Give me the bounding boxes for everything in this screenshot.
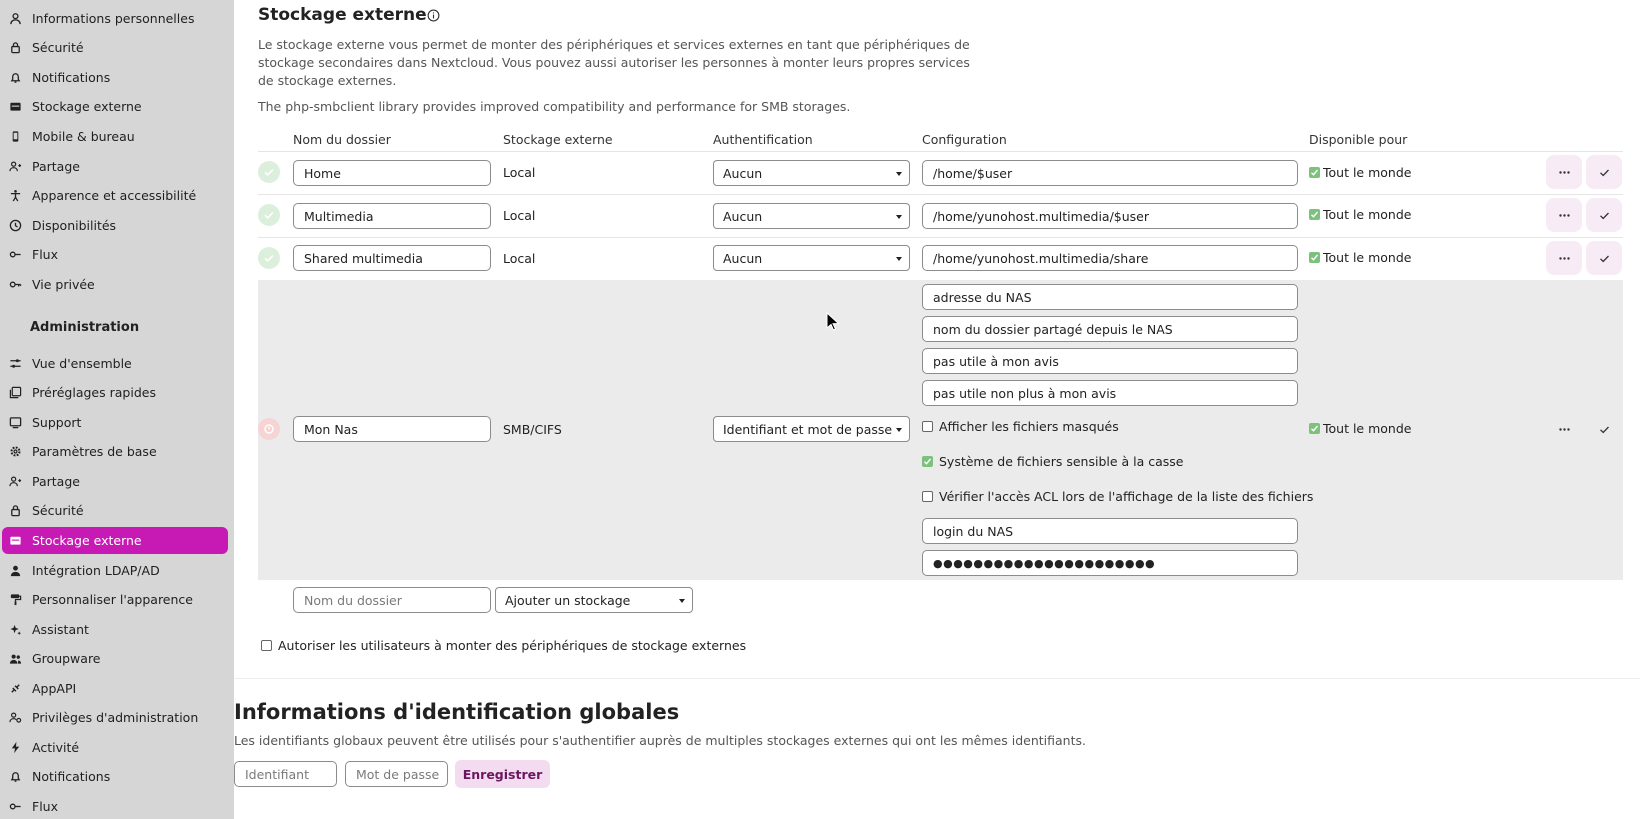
auth-select[interactable] xyxy=(713,416,910,442)
sidebar-item-label: Informations personnelles xyxy=(32,11,195,26)
bolt-icon xyxy=(8,741,22,755)
save-row-button[interactable] xyxy=(1586,241,1622,275)
sidebar-item-sharing[interactable] xyxy=(2,153,228,180)
support-icon xyxy=(8,416,22,430)
sidebar-item-mobile-desktop[interactable] xyxy=(2,123,228,150)
bell-icon xyxy=(8,770,22,784)
auth-select[interactable] xyxy=(713,245,910,271)
external-storage-icon xyxy=(8,100,22,114)
sidebar-item-label: Partage xyxy=(32,474,80,489)
sidebar-item-label: Intégration LDAP/AD xyxy=(32,563,160,578)
column-header-folder: Nom du dossier xyxy=(293,132,391,147)
sidebar-item-personal-info[interactable] xyxy=(2,5,228,32)
sidebar-item-label: Assistant xyxy=(32,622,89,637)
sidebar-item-label: Support xyxy=(32,415,82,430)
sidebar-item-activity[interactable] xyxy=(2,241,228,268)
sidebar-item-notifications[interactable] xyxy=(2,64,228,91)
available-for-label: Tout le monde xyxy=(1323,421,1412,436)
available-for-label: Tout le monde xyxy=(1323,165,1412,180)
phone-icon xyxy=(8,130,22,144)
save-row-button[interactable] xyxy=(1586,412,1622,446)
sidebar-item-label: Privilèges d'administration xyxy=(32,710,199,725)
sidebar-item-appearance[interactable] xyxy=(2,182,228,209)
lock-icon xyxy=(8,41,22,55)
backend-label: Local xyxy=(503,251,536,266)
case-sensitive-label: Système de fichiers sensible à la casse xyxy=(939,454,1184,469)
overview-icon xyxy=(8,357,22,371)
clock-icon xyxy=(8,219,22,233)
sidebar-item-theming[interactable] xyxy=(2,586,228,613)
sidebar-item-label: Vue d'ensemble xyxy=(32,356,132,371)
available-for[interactable] xyxy=(1309,207,1411,222)
save-credentials-button[interactable]: Enregistrer xyxy=(455,760,550,788)
global-credentials-title: Informations d'identification globales xyxy=(234,700,680,724)
config-datadir-input[interactable]: /home/yunohost.multimedia/$user xyxy=(922,203,1298,229)
check-icon xyxy=(1598,423,1611,436)
sidebar-item-admin-security[interactable] xyxy=(2,497,228,524)
case-sensitive-checkbox[interactable] xyxy=(922,454,1184,469)
sidebar-item-label: Flux xyxy=(32,799,58,814)
folder-name-input[interactable]: Home xyxy=(293,160,491,186)
admin-section-heading: Administration xyxy=(30,320,140,335)
sparkle-icon xyxy=(8,623,22,637)
sidebar-item-label: Préréglages rapides xyxy=(32,385,156,400)
more-icon xyxy=(1558,166,1571,179)
sidebar-item-label: Notifications xyxy=(32,769,111,784)
global-login-input[interactable]: Identifiant xyxy=(234,761,337,787)
save-row-button[interactable] xyxy=(1586,155,1622,189)
lock-icon xyxy=(8,504,22,518)
sidebar-item-admin-notifications[interactable] xyxy=(2,763,228,790)
config-datadir-input[interactable]: /home/$user xyxy=(922,160,1298,186)
row-divider xyxy=(258,194,1623,195)
caret-down-icon xyxy=(896,257,902,261)
column-header-auth: Authentification xyxy=(713,132,813,147)
sidebar-item-appapi[interactable] xyxy=(2,675,228,702)
caret-down-icon xyxy=(679,599,685,603)
more-actions-button[interactable] xyxy=(1546,241,1582,275)
auth-select-value: Aucun xyxy=(723,250,763,266)
sidebar-item-label: Personnaliser l'apparence xyxy=(32,592,193,607)
available-for[interactable] xyxy=(1309,165,1411,180)
caret-down-icon xyxy=(896,172,902,176)
available-for[interactable] xyxy=(1309,250,1411,265)
available-for-label: Tout le monde xyxy=(1323,207,1412,222)
checkbox-checked-icon xyxy=(922,456,933,467)
sidebar-item-label: Stockage externe xyxy=(32,99,142,114)
sidebar-item-label: Sécurité xyxy=(32,40,84,55)
activity-icon xyxy=(8,248,22,262)
available-for[interactable] xyxy=(1309,421,1411,436)
smb-password-input[interactable]: ●●●●●●●●●●●●●●●●●●●●●● xyxy=(922,550,1298,576)
sidebar-item-quick-presets[interactable] xyxy=(2,379,228,406)
caret-down-icon xyxy=(896,428,902,432)
allow-user-mounting-label: Autoriser les utilisateurs à monter des périphériques de stockage externes xyxy=(278,638,747,653)
storage-description: Le stockage externe vous permet de monter des périphériques et services externes en tant que périphériques de stockage secondaires dans Nextcloud. Vous pouvez aussi autoriser les personnes à monter leurs propres services de stockage externes. xyxy=(258,37,970,88)
sidebar-item-label: Apparence et accessibilité xyxy=(32,188,197,203)
checkbox-unchecked-icon xyxy=(922,491,933,502)
sidebar-item-ldap[interactable] xyxy=(2,557,228,584)
settings-sidebar xyxy=(0,0,234,819)
column-header-available: Disponible pour xyxy=(1309,132,1408,147)
auth-select-value: Aucun xyxy=(723,208,763,224)
row-divider xyxy=(258,151,1623,152)
auth-select-value: Identifiant et mot de passe xyxy=(723,421,893,437)
column-header-backend: Stockage externe xyxy=(503,132,613,147)
smb-host-input[interactable]: adresse du NAS xyxy=(922,284,1298,310)
smb-library-note: The php-smbclient library provides improved compatibility and performance for SMB storages. xyxy=(258,99,851,114)
auth-select[interactable] xyxy=(713,160,910,186)
sidebar-item-label: Partage xyxy=(32,159,80,174)
sidebar-item-label: Activité xyxy=(32,740,80,755)
page-title: Stockage externe xyxy=(258,5,427,25)
sidebar-item-label: Groupware xyxy=(32,651,101,666)
checkbox-unchecked-icon xyxy=(922,421,933,432)
sidebar-item-admin-activity[interactable] xyxy=(2,734,228,761)
checkbox-checked-icon xyxy=(1309,423,1320,434)
user-icon xyxy=(8,564,22,578)
more-actions-button[interactable] xyxy=(1546,155,1582,189)
sidebar-item-admin-sharing[interactable] xyxy=(2,468,228,495)
status-ok-indicator xyxy=(258,247,280,269)
sidebar-item-basic-settings[interactable] xyxy=(2,438,228,465)
available-for-label: Tout le monde xyxy=(1323,250,1412,265)
allow-user-mounting-checkbox[interactable] xyxy=(261,638,746,653)
check-icon xyxy=(263,166,275,178)
sidebar-item-availability[interactable] xyxy=(2,212,228,239)
add-storage-label: Ajouter un stockage xyxy=(505,592,631,608)
user-icon xyxy=(8,12,22,26)
folder-name-input[interactable]: Multimedia xyxy=(293,203,491,229)
row-divider xyxy=(258,237,1623,238)
more-icon xyxy=(1558,209,1571,222)
activity-icon xyxy=(8,800,22,814)
admin-icon xyxy=(8,711,22,725)
status-ok-indicator xyxy=(258,204,280,226)
brush-icon xyxy=(8,593,22,607)
global-credentials-description: Les identifiants globaux peuvent être utilisés pour s'authentifier auprès de multiples stockages externes qui ont les mêmes identifiants. xyxy=(234,733,1086,748)
share-icon xyxy=(8,475,22,489)
save-row-button[interactable] xyxy=(1586,198,1622,232)
group-icon xyxy=(8,652,22,666)
auth-select[interactable] xyxy=(713,203,910,229)
bell-icon xyxy=(8,71,22,85)
sidebar-item-label: Notifications xyxy=(32,70,111,85)
sidebar-item-groupware[interactable] xyxy=(2,645,228,672)
show-hidden-checkbox[interactable] xyxy=(922,419,1119,434)
folder-name-input[interactable]: Mon Nas xyxy=(293,416,491,442)
status-ok-indicator xyxy=(258,161,280,183)
section-divider xyxy=(234,678,1640,679)
config-datadir-input[interactable]: /home/yunohost.multimedia/share xyxy=(922,245,1298,271)
mouse-cursor-icon xyxy=(826,312,840,332)
global-password-input[interactable]: Mot de passe xyxy=(345,761,448,787)
more-actions-button[interactable] xyxy=(1546,412,1582,446)
status-error-indicator xyxy=(258,418,280,440)
sidebar-item-security[interactable] xyxy=(2,34,228,61)
presets-icon xyxy=(8,386,22,400)
backend-label: Local xyxy=(503,165,536,180)
sidebar-item-admin-privileges[interactable] xyxy=(2,704,228,731)
share-icon xyxy=(8,160,22,174)
show-hidden-label: Afficher les fichiers masqués xyxy=(939,419,1119,434)
sidebar-item-label: Disponibilités xyxy=(32,218,117,233)
add-storage-select[interactable] xyxy=(495,587,693,613)
sidebar-item-assistant[interactable] xyxy=(2,616,228,643)
sidebar-item-overview[interactable] xyxy=(2,350,228,377)
sidebar-item-support[interactable] xyxy=(2,409,228,436)
main-content xyxy=(234,0,1640,819)
column-header-config: Configuration xyxy=(922,132,1007,147)
sidebar-item-label: Flux xyxy=(32,247,58,262)
sidebar-item-admin-external-storage[interactable] xyxy=(2,527,228,554)
key-icon xyxy=(8,278,22,292)
backend-label: SMB/CIFS xyxy=(503,422,562,437)
auth-select-value: Aucun xyxy=(723,165,763,181)
checkbox-checked-icon xyxy=(1309,167,1320,178)
check-acl-checkbox[interactable] xyxy=(922,489,1313,504)
accessibility-icon xyxy=(8,189,22,203)
smb-share-input[interactable]: nom du dossier partagé depuis le NAS xyxy=(922,316,1298,342)
check-icon xyxy=(1598,209,1611,222)
sidebar-item-label: Sécurité xyxy=(32,503,84,518)
more-icon xyxy=(1558,423,1571,436)
smb-remote-subfolder-input[interactable]: pas utile à mon avis xyxy=(922,348,1298,374)
sidebar-item-label: Mobile & bureau xyxy=(32,129,135,144)
error-icon xyxy=(263,423,275,435)
check-icon xyxy=(1598,252,1611,265)
checkbox-checked-icon xyxy=(1309,252,1320,263)
sidebar-item-label: AppAPI xyxy=(32,681,77,696)
folder-name-input[interactable]: Shared multimedia xyxy=(293,245,491,271)
smb-login-input[interactable]: login du NAS xyxy=(922,518,1298,544)
caret-down-icon xyxy=(896,215,902,219)
sidebar-item-privacy[interactable] xyxy=(2,271,228,298)
check-acl-label: Vérifier l'accès ACL lors de l'affichage de la liste des fichiers xyxy=(939,489,1314,504)
check-icon xyxy=(263,252,275,264)
gear-icon xyxy=(8,445,22,459)
new-folder-name-input[interactable]: Nom du dossier xyxy=(293,587,491,613)
smb-domain-input[interactable]: pas utile non plus à mon avis xyxy=(922,380,1298,406)
info-icon[interactable] xyxy=(427,9,440,22)
sidebar-item-label: Stockage externe xyxy=(32,533,142,548)
external-storage-icon xyxy=(8,534,22,548)
sidebar-item-label: Vie privée xyxy=(32,277,95,292)
backend-label: Local xyxy=(503,208,536,223)
sidebar-item-admin-flux[interactable] xyxy=(2,793,228,819)
sidebar-item-external-storage[interactable] xyxy=(2,93,228,120)
checkbox-unchecked-icon xyxy=(261,640,272,651)
checkbox-checked-icon xyxy=(1309,209,1320,220)
more-icon xyxy=(1558,252,1571,265)
sidebar-item-label: Paramètres de base xyxy=(32,444,157,459)
check-icon xyxy=(263,209,275,221)
more-actions-button[interactable] xyxy=(1546,198,1582,232)
api-icon xyxy=(8,682,22,696)
check-icon xyxy=(1598,166,1611,179)
